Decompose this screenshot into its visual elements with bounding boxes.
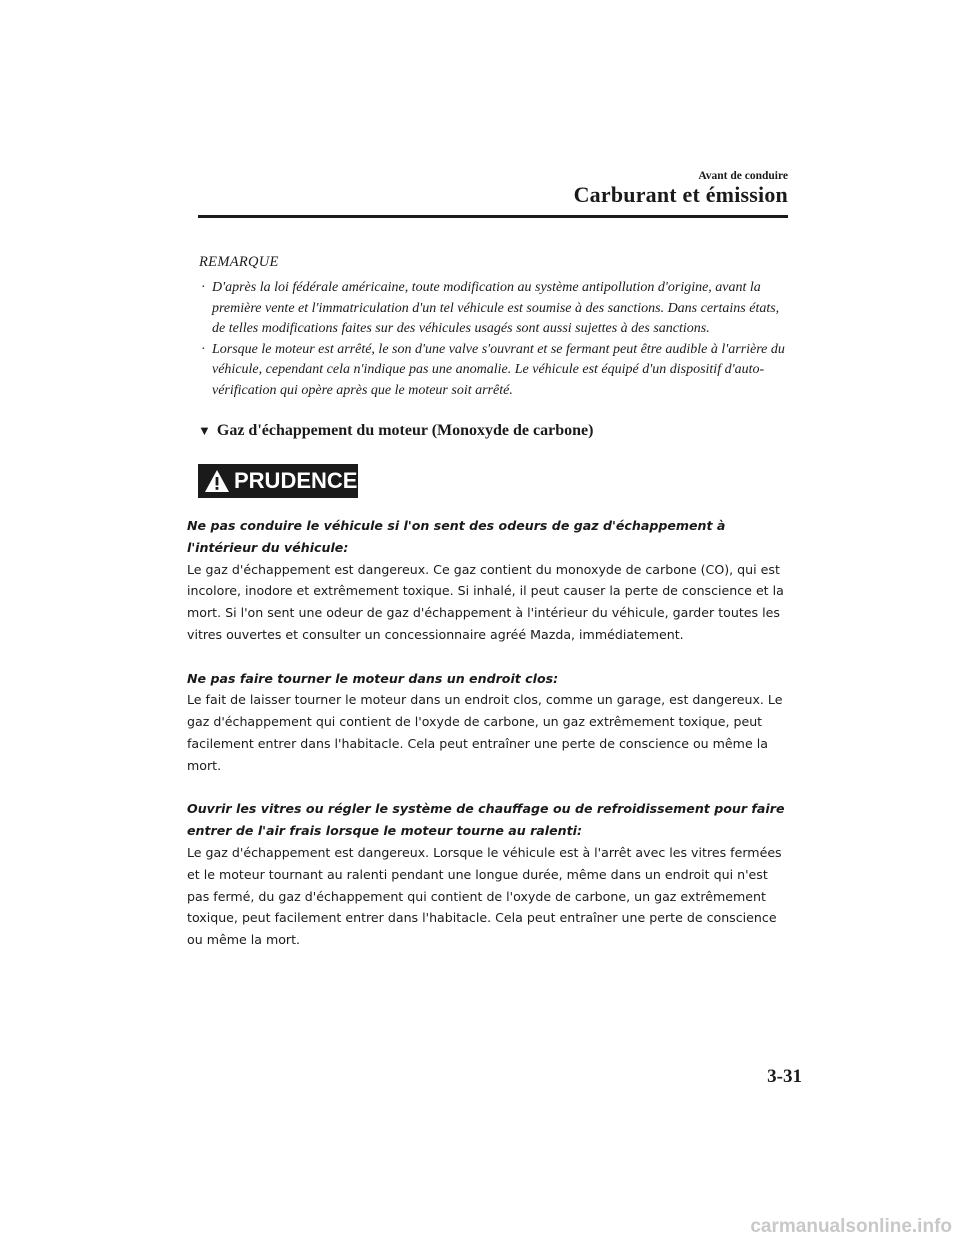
note-item (199, 278, 789, 340)
note-item-text: D'après la loi fédérale américaine, toute modification au système antipollution d'origine, avant la première vente et l'immatriculation d'un tel véhicule est soumise à des sanctions. Dans certains états, de telles modifications faites sur des véhicules usagés sont aussi sujettes à des sanctions. (212, 280, 780, 337)
caution-item-text: Le gaz d'échappement est dangereux. Ce gaz contient du monoxyde de carbone (CO), qui est incolore, inodore et extrêmement toxique. Si inhalé, il peut causer la perte de conscience et la mort. Si l'on sent une odeur de gaz d'échappement à l'intérieur du véhicule, garder toutes les vitres ouvertes et consulter un concessionnaire agréé Mazda, immédiatement. (187, 561, 784, 642)
chapter-label: Avant de conduire (698, 170, 788, 182)
bullet-dot-icon: · (201, 280, 206, 295)
note-item-text: Lorsque le moteur est arrêté, le son d'une valve s'ouvrant et se fermant peut être audible à l'arrière du véhicule, cependant cela n'indique pas une anomalie. Le véhicule est équipé d'un dispositif d'auto-vérification qui opère après que le moteur soit arrêté. (212, 341, 785, 398)
caution-badge-label: PRUDENCE (234, 468, 358, 493)
note-list (199, 278, 789, 402)
note-heading: REMARQUE (199, 254, 279, 270)
caution-item (187, 515, 791, 646)
caution-item-text: Le fait de laisser tourner le moteur dans un endroit clos, comme un garage, est dangereux. Le gaz d'échappement qui contient de l'oxyde de carbone, un gaz extrêmement toxique, peut facilement entrer dans l'habitacle. Cela peut entraîner une perte de conscience ou même la mort. (187, 692, 783, 773)
caution-item (187, 668, 791, 777)
bullet-dot-icon: · (201, 341, 206, 357)
watermark: carmanualsonline.info (750, 1216, 952, 1237)
caution-body (187, 515, 791, 973)
section-heading (198, 422, 593, 440)
caution-item-heading: Ne pas faire tourner le moteur dans un endroit clos: (187, 670, 559, 686)
caution-item (187, 798, 791, 951)
caution-item-heading: Ouvrir les vitres ou régler le système de chauffage ou de refroidissement pour faire entrer de l'air frais lorsque le moteur tourne au ralenti: (187, 801, 785, 839)
page-number: 3-31 (767, 1066, 802, 1087)
caution-item-heading: Ne pas conduire le véhicule si l'on sent des odeurs de gaz d'échappement à l'intérieur du véhicule: (187, 518, 726, 555)
note-item (199, 340, 789, 402)
header-divider (198, 215, 788, 218)
section-heading-text: Gaz d'échappement du moteur (Monoxyde de carbone) (216, 422, 594, 439)
page-section-title: Carburant et émission (573, 182, 788, 207)
caution-item-text: Le gaz d'échappement est dangereux. Lorsque le véhicule est à l'arrêt avec les vitres fermées et le moteur tournant au ralenti pendant une longue durée, même dans un endroit qui n'est pas fermé, du gaz d'échappement qui contient de l'oxyde de carbone, un gaz extrêmement toxique, peut facilement entrer dans l'habitacle. Cela peut entraîner une perte de conscience ou même la mort. (187, 844, 782, 948)
warning-icon (204, 469, 230, 493)
caution-badge (198, 464, 358, 498)
triangle-down-icon: ▼ (198, 423, 211, 438)
